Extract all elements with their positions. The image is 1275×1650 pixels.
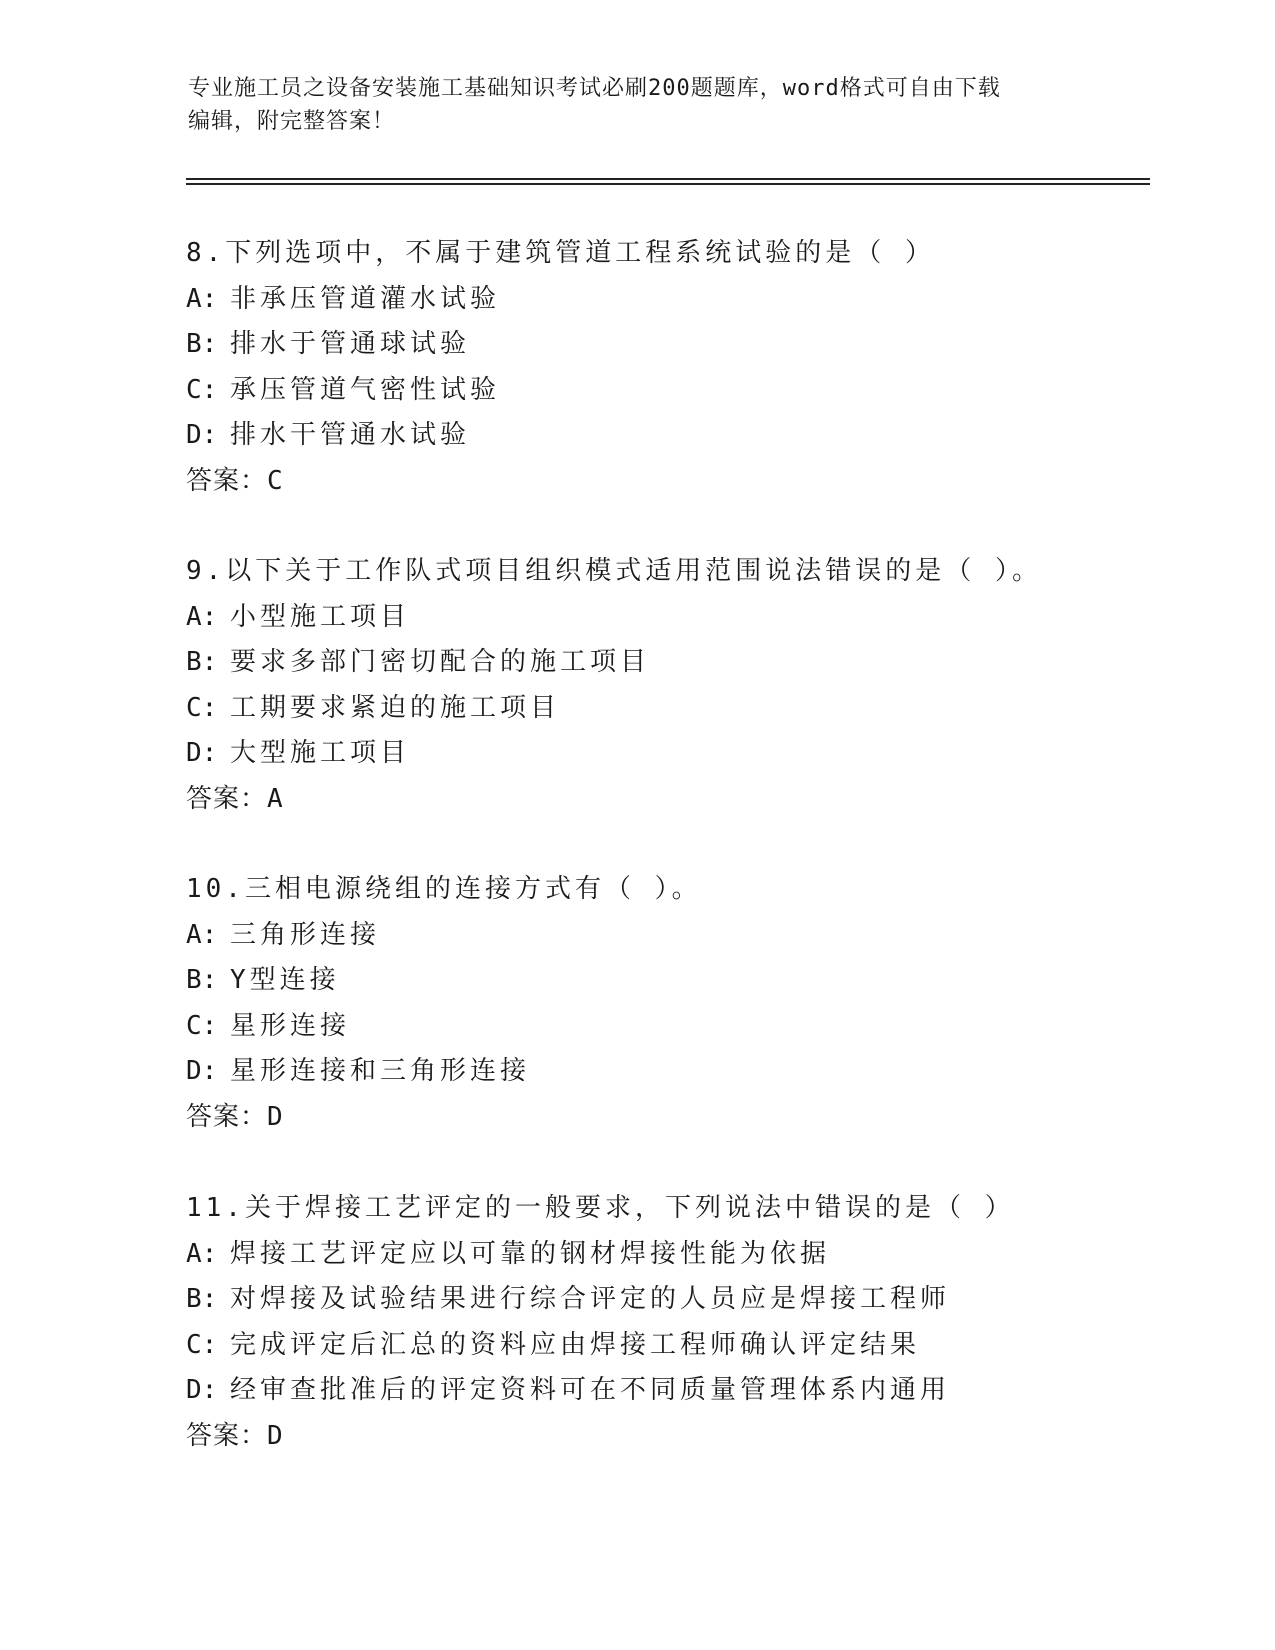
answer-line: 答案：D	[186, 1101, 284, 1132]
option-letter: B:	[186, 329, 218, 359]
option-text: 焊接工艺评定应以可靠的钢材焊接性能为依据	[230, 1238, 831, 1269]
option-letter: D:	[186, 1375, 218, 1405]
option-d	[186, 1368, 1186, 1414]
option-text: Y型连接	[230, 965, 340, 995]
option-d	[186, 731, 1186, 777]
question-9	[186, 549, 1186, 822]
question-stem: 10.三相电源绕组的连接方式有（ ）。	[186, 874, 702, 904]
option-c	[186, 368, 1186, 414]
option-text: 三角形连接	[230, 919, 381, 950]
question-10	[186, 867, 1186, 1140]
option-letter: D:	[186, 420, 218, 450]
option-d	[186, 1049, 1186, 1095]
option-a	[186, 1232, 1186, 1278]
option-text: 非承压管道灌水试验	[230, 283, 501, 314]
option-text: 要求多部门密切配合的施工项目	[230, 647, 651, 677]
option-letter: B:	[186, 647, 218, 677]
answer-line: 答案：C	[186, 465, 284, 496]
option-b	[186, 1277, 1186, 1323]
header-line-1: 专业施工员之设备安装施工基础知识考试必刷200题题库，word格式可自由下载	[188, 76, 1001, 101]
answer-line: 答案：A	[186, 783, 284, 814]
option-text: 星形连接和三角形连接	[230, 1056, 531, 1086]
option-a	[186, 595, 1186, 641]
option-b	[186, 958, 1186, 1004]
header-line-2: 编辑，附完整答案！	[188, 109, 396, 134]
option-a	[186, 277, 1186, 323]
question-stem: 8.下列选项中，不属于建筑管道工程系统试验的是（ ）	[186, 238, 935, 268]
option-text: 工期要求紧迫的施工项目	[230, 692, 561, 723]
option-letter: A:	[186, 283, 218, 314]
option-text: 对焊接及试验结果进行综合评定的人员应是焊接工程师	[230, 1284, 951, 1314]
option-letter: C:	[186, 1010, 218, 1041]
option-text: 大型施工项目	[230, 738, 411, 768]
option-letter: A:	[186, 1238, 218, 1269]
question-stem: 11.关于焊接工艺评定的一般要求，下列说法中错误的是（ ）	[186, 1193, 1015, 1223]
option-text: 小型施工项目	[230, 601, 411, 632]
option-letter: B:	[186, 965, 218, 995]
question-stem: 9.以下关于工作队式项目组织模式适用范围说法错误的是（ ）。	[186, 556, 1042, 586]
option-text: 排水于管通球试验	[230, 329, 471, 359]
header-divider-top	[186, 178, 1150, 180]
option-c	[186, 1004, 1186, 1050]
option-letter: C:	[186, 692, 218, 723]
option-letter: B:	[186, 1284, 218, 1314]
option-letter: A:	[186, 601, 218, 632]
question-8	[186, 231, 1186, 504]
option-letter: A:	[186, 919, 218, 950]
question-11	[186, 1186, 1186, 1459]
option-text: 承压管道气密性试验	[230, 374, 501, 405]
option-c	[186, 686, 1186, 732]
option-letter: C:	[186, 1329, 218, 1360]
option-b	[186, 640, 1186, 686]
option-letter: D:	[186, 738, 218, 768]
option-d	[186, 413, 1186, 459]
option-letter: C:	[186, 374, 218, 405]
option-text: 星形连接	[230, 1010, 351, 1041]
option-b	[186, 322, 1186, 368]
option-c	[186, 1323, 1186, 1369]
document-header	[188, 72, 1068, 138]
option-text: 排水干管通水试验	[230, 420, 471, 450]
answer-line: 答案：D	[186, 1420, 284, 1451]
option-a	[186, 913, 1186, 959]
option-letter: D:	[186, 1056, 218, 1086]
option-text: 经审查批准后的评定资料可在不同质量管理体系内通用	[230, 1375, 951, 1405]
option-text: 完成评定后汇总的资料应由焊接工程师确认评定结果	[230, 1329, 921, 1360]
header-divider-bottom	[186, 183, 1150, 185]
